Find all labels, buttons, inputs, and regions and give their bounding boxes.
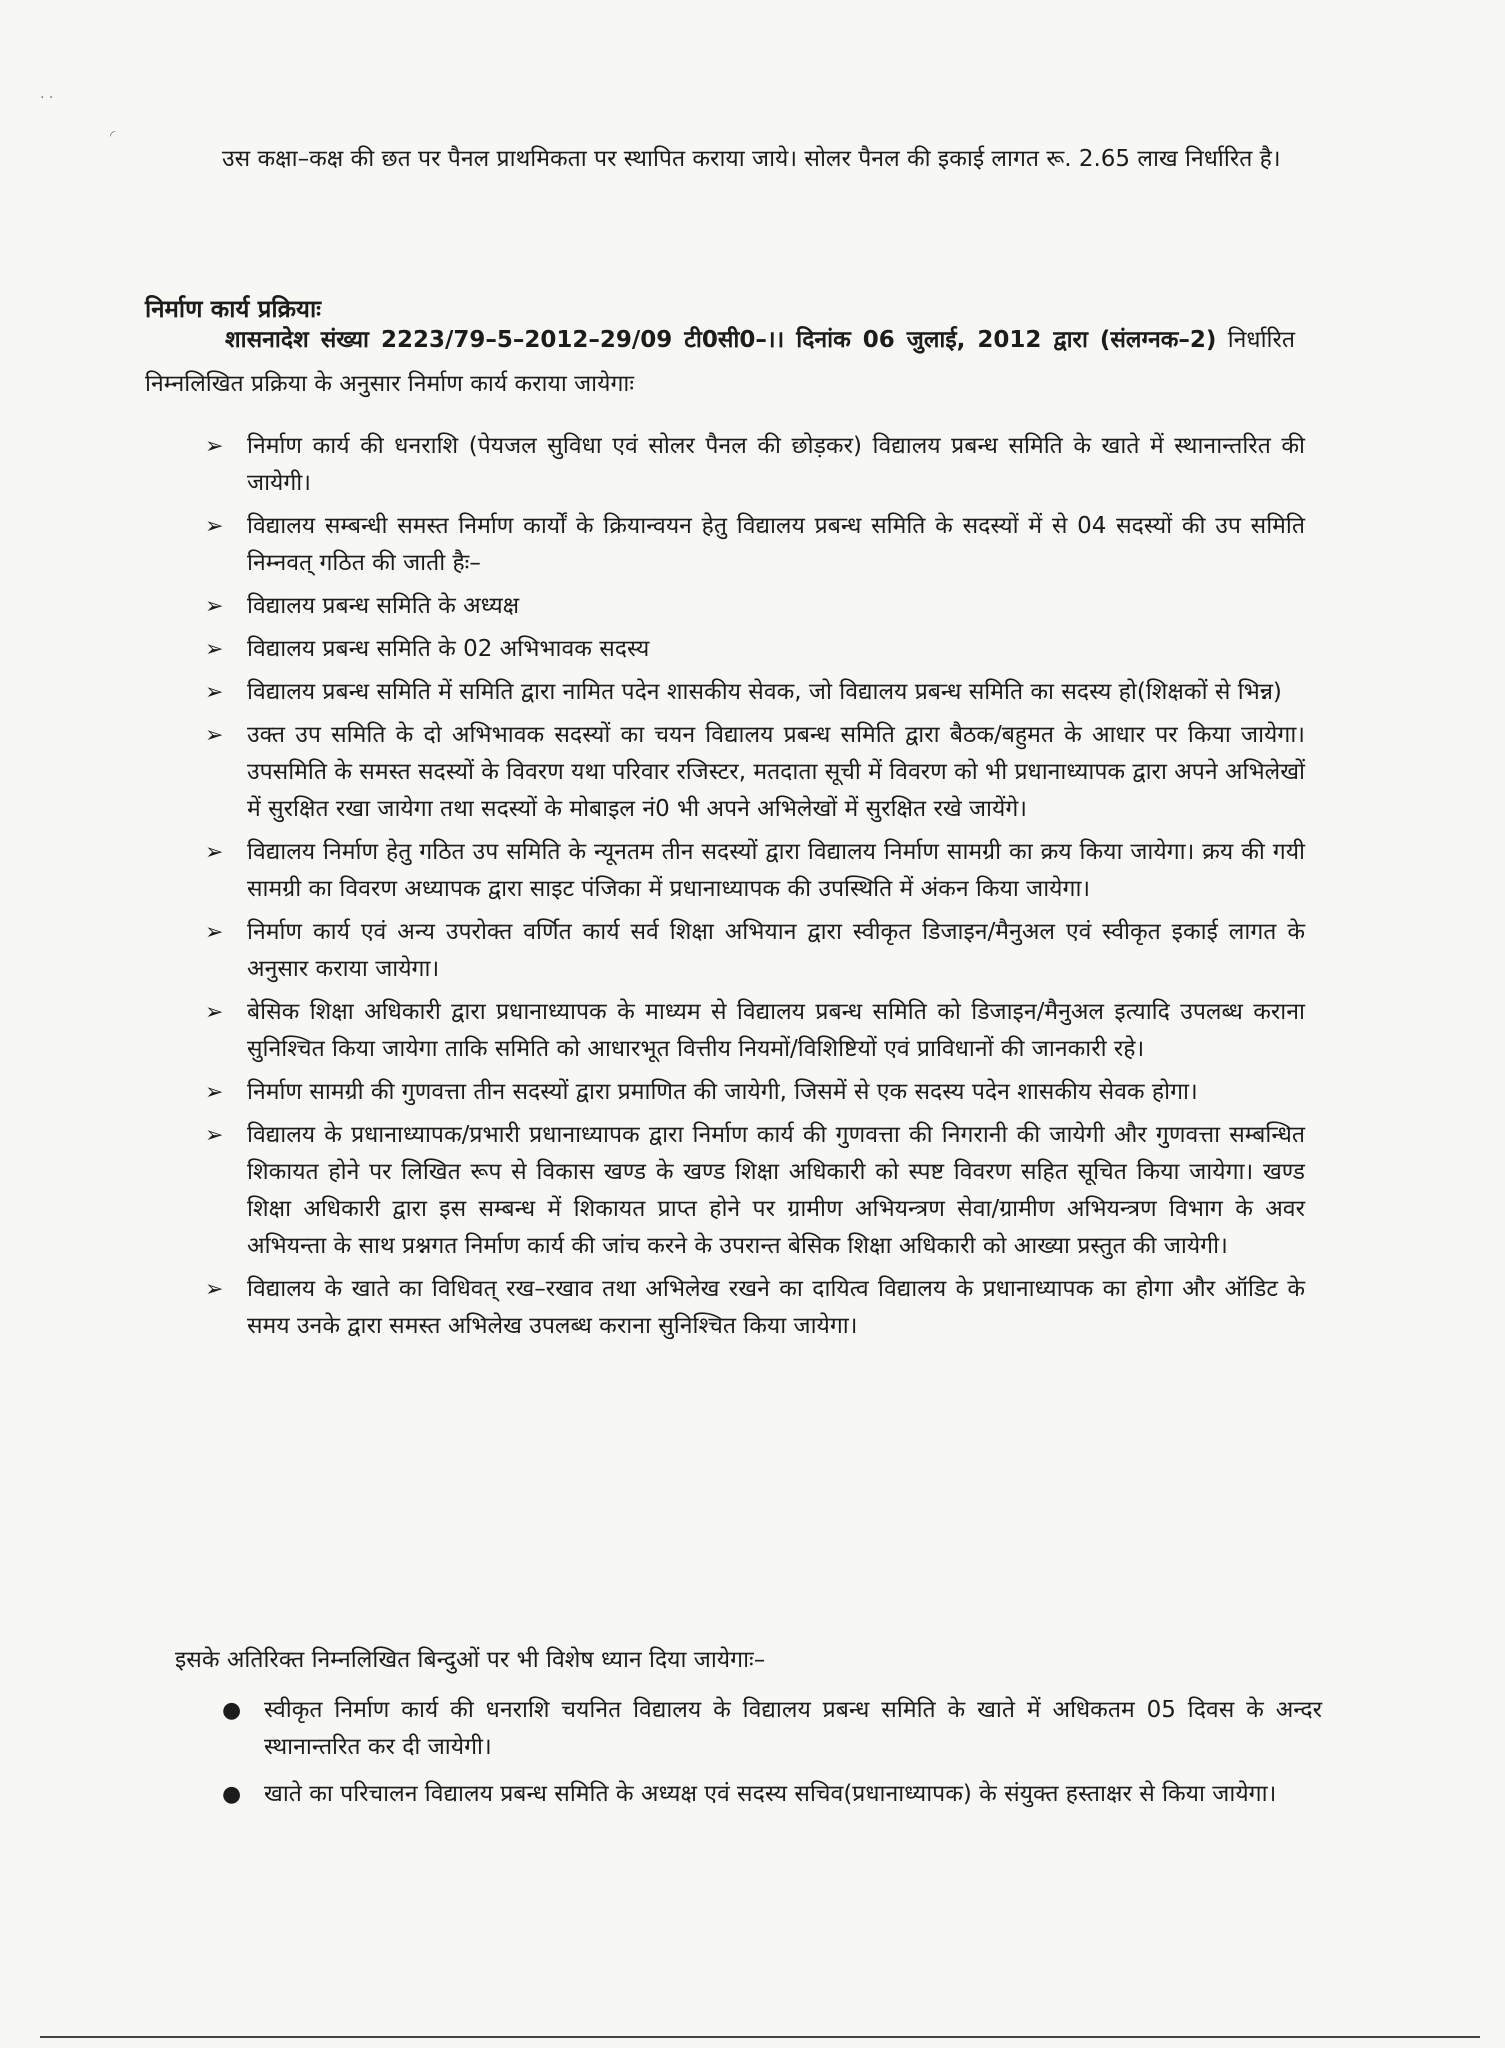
arrow-bullet-icon: ➢ [205,434,224,459]
dot-bullet-icon: ● [222,1782,242,1807]
arrow-bullet-icon: ➢ [205,1000,224,1025]
arrow-bullet-icon: ➢ [205,1277,224,1302]
additional-points-list [222,1692,1322,1823]
arrow-bullet-icon: ➢ [205,680,224,705]
procedure-item [205,508,1305,582]
procedure-item [205,1117,1305,1265]
procedure-item-text: निर्माण कार्य की धनराशि (पेयजल सुविधा एवं सोलर पैनल की छोड़कर) विद्यालय प्रबन्ध समिति के खाते में स्थानान्तरित की जायेगी। [247,433,1305,496]
procedure-item [205,588,1305,625]
procedure-item-text: विद्यालय के प्रधानाध्यापक/प्रभारी प्रधानाध्यापक द्वारा निर्माण कार्य की गुणवत्ता की निगरानी की जायेगी और गुणवत्ता सम्बन्धित शिकायत होने पर लिखित रूप से विकास खण्ड के खण्ड शिक्षा अधिकारी को स्पष्ट विवरण सहित सूचित किया जायेगा। खण्ड शिक्षा अधिकारी द्वारा इस सम्बन्ध में शिकायत प्राप्त होने पर ग्रामीण अभियन्त्रण सेवा/ग्रामीण अभियन्त्रण विभाग के अवर अभियन्ता के साथ प्रश्नगत निर्माण कार्य की जांच करने के उपरान्त बेसिक शिक्षा अधिकारी को आख्या प्रस्तुत की जायेगी। [247,1122,1305,1259]
procedure-item-text: विद्यालय प्रबन्ध समिति में समिति द्वारा नामित पदेन शासकीय सेवक, जो विद्यालय प्रबन्ध समिति का सदस्य हो(शिक्षकों से भिन्न) [247,679,1282,705]
procedure-item [205,1271,1305,1345]
procedure-item [205,1074,1305,1111]
procedure-item-text: विद्यालय प्रबन्ध समिति के अध्यक्ष [247,593,520,619]
additional-point-item-text: स्वीकृत निर्माण कार्य की धनराशि चयनित विद्यालय के विद्यालय प्रबन्ध समिति के खाते में अधिकतम 05 दिवस के अन्दर स्थानान्तरित कर दी जायेगी। [264,1697,1322,1760]
arrow-bullet-icon: ➢ [205,920,224,945]
dot-bullet-icon: ● [222,1698,242,1723]
scan-speck: ◜ [110,128,116,144]
procedure-item-text: विद्यालय प्रबन्ध समिति के 02 अभिभावक सदस्य [247,636,650,662]
intro-paragraph: उस कक्षा–कक्ष की छत पर पैनल प्राथमिकता पर स्थापित कराया जाये। सोलर पैनल की इकाई लागत रू. 2.65 लाख निर्धारित है। [222,146,1281,172]
additional-points-heading: इसके अतिरिक्त निम्नलिखित बिन्दुओं पर भी विशेष ध्यान दिया जायेगाः– [175,1647,766,1673]
procedure-item-text: उक्त उप समिति के दो अभिभावक सदस्यों का चयन विद्यालय प्रबन्ध समिति द्वारा बैठक/बहुमत के आधार पर किया जायेगा। उपसमिति के समस्त सदस्यों के विवरण यथा परिवार रजिस्टर, मतदाता सूची में विवरण को भी प्रधानाध्यापक द्वारा अपने अभिलेखों में सुरक्षित रखा जायेगा तथा सदस्यों के मोबाइल नं0 भी अपने अभिलेखों में सुरक्षित रखे जायेंगे। [247,722,1305,822]
arrow-bullet-icon: ➢ [205,723,224,748]
procedure-item [205,834,1305,908]
procedure-item-text: विद्यालय के खाते का विधिवत् रख–रखाव तथा अभिलेख रखने का दायित्व विद्यालय के प्रधानाध्यापक का होगा और ऑडिट के समय उनके द्वारा समस्त अभिलेख उपलब्ध कराना सुनिश्चित किया जायेगा। [247,1276,1305,1339]
procedure-list [205,428,1305,1351]
procedure-item-text: बेसिक शिक्षा अधिकारी द्वारा प्रधानाध्यापक के माध्यम से विद्यालय प्रबन्ध समिति को डिजाइन/मैनुअल इत्यादि उपलब्ध कराना सुनिश्चित किया जायेगा ताकि समिति को आधारभूत वित्तीय नियमों/विशिष्टियों एवं प्राविधानों की जानकारी रहे। [247,999,1305,1062]
section-heading: निर्माण कार्य प्रक्रियाः [145,295,322,323]
scan-speck: · · [40,90,54,106]
procedure-item [205,994,1305,1068]
procedure-item [205,674,1305,711]
procedure-item [205,717,1305,828]
procedure-item-text: विद्यालय सम्बन्धी समस्त निर्माण कार्यों के क्रियान्वयन हेतु विद्यालय प्रबन्ध समिति के सदस्यों में से 04 सदस्यों की उप समिति निम्नवत् गठित की जाती हैः– [247,513,1305,576]
procedure-item [205,631,1305,668]
additional-point-item [222,1776,1322,1813]
procedure-item-text: विद्यालय निर्माण हेतु गठित उप समिति के न्यूनतम तीन सदस्यों द्वारा विद्यालय निर्माण सामग्री का क्रय किया जायेगा। क्रय की गयी सामग्री का विवरण अध्यापक द्वारा साइट पंजिका में प्रधानाध्यापक की उपस्थिति में अंकन किया जायेगा। [247,839,1305,902]
arrow-bullet-icon: ➢ [205,1123,224,1148]
bottom-divider [40,2036,1480,2038]
arrow-bullet-icon: ➢ [205,637,224,662]
procedure-item [205,914,1305,988]
arrow-bullet-icon: ➢ [205,514,224,539]
arrow-bullet-icon: ➢ [205,1080,224,1105]
government-order-paragraph [145,318,1295,406]
additional-point-item-text: खाते का परिचालन विद्यालय प्रबन्ध समिति के अध्यक्ष एवं सदस्य सचिव(प्रधानाध्यापक) के संयुक्त हस्ताक्षर से किया जायेगा। [264,1781,1277,1807]
procedure-item-text: निर्माण कार्य एवं अन्य उपरोक्त वर्णित कार्य सर्व शिक्षा अभियान द्वारा स्वीकृत डिजाइन/मैनुअल एवं स्वीकृत इकाई लागत के अनुसार कराया जायेगा। [247,919,1305,982]
arrow-bullet-icon: ➢ [205,594,224,619]
procedure-item-text: निर्माण सामग्री की गुणवत्ता तीन सदस्यों द्वारा प्रमाणित की जायेगी, जिसमें से एक सदस्य पदेन शासकीय सेवक होगा। [247,1079,1198,1105]
order-reference: शासनादेश संख्या 2223/79–5–2012–29/09 टी0सी0–।। दिनांक 06 जुलाई, 2012 द्वारा (संलग्नक–2) [225,327,1217,353]
additional-point-item [222,1692,1322,1766]
order-description: निर्धारित निम्नलिखित प्रक्रिया के अनुसार निर्माण कार्य कराया जायेगाः [145,327,1296,397]
procedure-item [205,428,1305,502]
arrow-bullet-icon: ➢ [205,840,224,865]
